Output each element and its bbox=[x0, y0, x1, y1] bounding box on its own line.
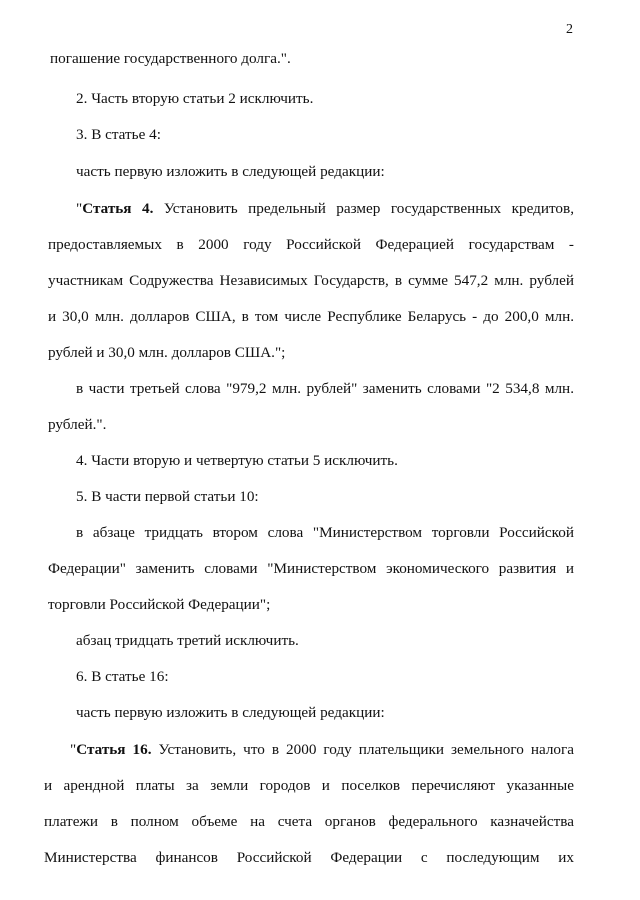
text-line: и арендной платы за земли городов и поселков перечисляют указанные bbox=[44, 777, 574, 794]
article-text: Установить предельный размер государственных кредитов, bbox=[153, 200, 574, 217]
text-line: в абзаце тридцать втором слова "Министерством торговли Российской bbox=[76, 524, 574, 541]
article-16-heading-line bbox=[70, 740, 574, 760]
text-line: торговли Российской Федерации"; bbox=[48, 596, 271, 613]
text-line: рублей и 30,0 млн. долларов США."; bbox=[48, 344, 286, 361]
page-number: 2 bbox=[566, 22, 573, 37]
quote-mark: " bbox=[70, 741, 77, 758]
text-line: 3. В статье 4: bbox=[76, 126, 161, 143]
text-line: Министерства финансов Российской Федерации с последующим их bbox=[44, 849, 574, 866]
quote-mark: " bbox=[76, 200, 83, 217]
text-line: и 30,0 млн. долларов США, в том числе Республике Беларусь - до 200,0 млн. bbox=[48, 308, 574, 325]
text-line: 4. Части вторую и четвертую статьи 5 исключить. bbox=[76, 452, 398, 469]
text-line: участникам Содружества Независимых Государств, в сумме 547,2 млн. рублей bbox=[48, 272, 574, 289]
text-line: 5. В части первой статьи 10: bbox=[76, 488, 259, 505]
article-4-heading-line bbox=[76, 199, 574, 219]
text-line: абзац тридцать третий исключить. bbox=[76, 632, 299, 649]
text-line: предоставляемых в 2000 году Российской Федерацией государствам - bbox=[48, 236, 574, 253]
text-line: погашение государственного долга.". bbox=[50, 50, 291, 67]
text-line: в части третьей слова "979,2 млн. рублей" заменить словами "2 534,8 млн. bbox=[76, 380, 574, 397]
text-line: 6. В статье 16: bbox=[76, 668, 169, 685]
text-line: платежи в полном объеме на счета органов федерального казначейства bbox=[44, 813, 574, 830]
text-line: Федерации" заменить словами "Министерством экономического развития и bbox=[48, 560, 574, 577]
text-line: часть первую изложить в следующей редакции: bbox=[76, 163, 385, 180]
article-text: Установить, что в 2000 году плательщики земельного налога bbox=[151, 741, 574, 758]
text-line: рублей.". bbox=[48, 416, 107, 433]
article-heading: Статья 4. bbox=[82, 200, 154, 217]
article-heading: Статья 16. bbox=[76, 741, 152, 758]
text-line: часть первую изложить в следующей редакции: bbox=[76, 704, 385, 721]
text-line: 2. Часть вторую статьи 2 исключить. bbox=[76, 90, 314, 107]
